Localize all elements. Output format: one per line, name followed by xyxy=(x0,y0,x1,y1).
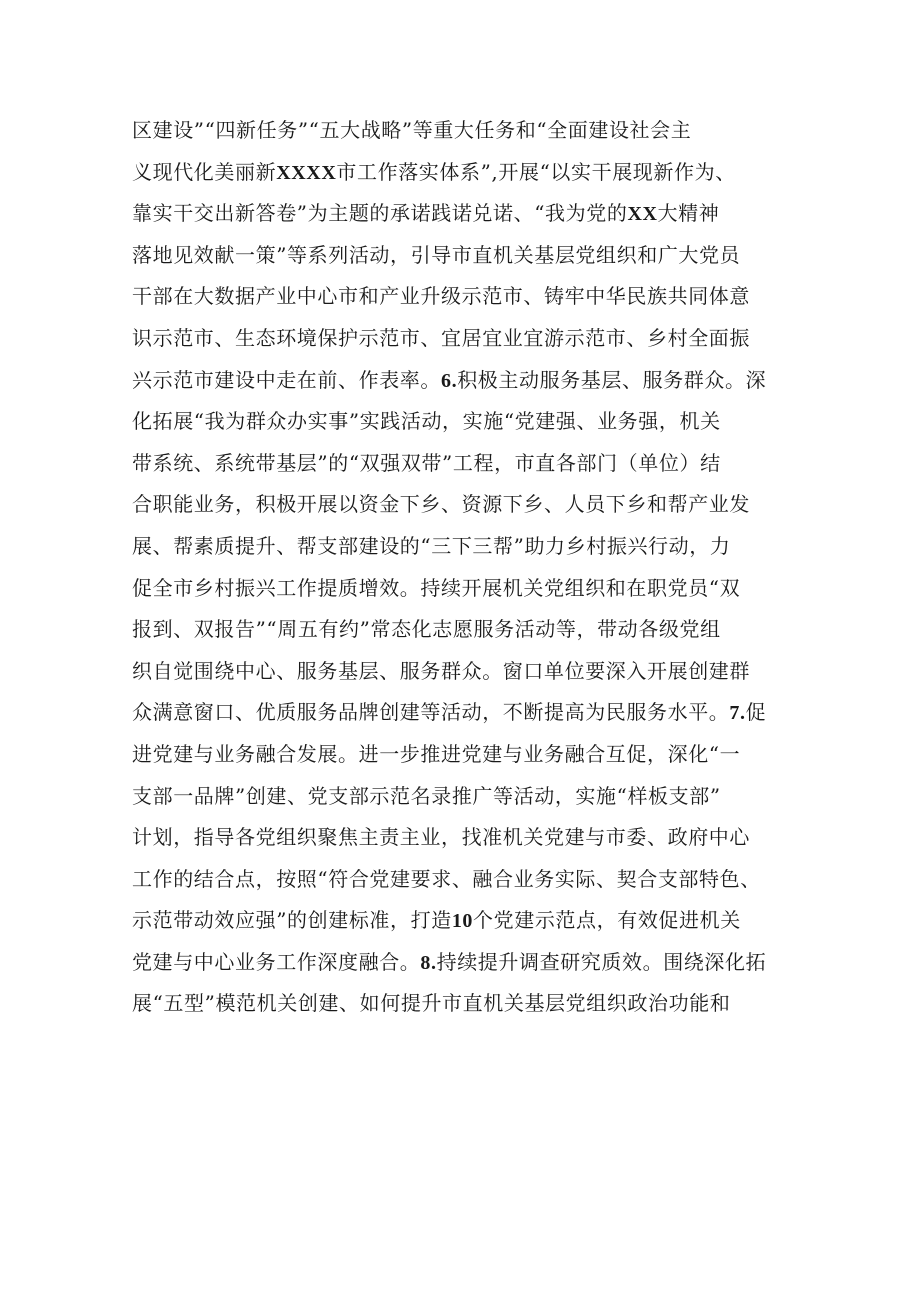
text-line: 落地见效献一策”等系列活动，引导市直机关基层党组织和广大党员 xyxy=(132,242,741,267)
text-line: 化拓展“我为群众办实事”实践活动，实施“党建强、业务强，机关 xyxy=(132,409,721,434)
body-paragraph xyxy=(132,110,792,1025)
text-line: 织自觉围绕中心、服务基层、服务群众。窗口单位要深入开展创建群 xyxy=(132,658,750,683)
text-line: 合职能业务，积极开展以资金下乡、资源下乡、人员下乡和帮产业发 xyxy=(132,492,750,517)
text-line: 支部一品牌”创建、党支部示范名录推广等活动，实施“样板支部” xyxy=(132,783,721,808)
text-line: 识示范市、生态环境保护示范市、宜居宜业宜游示范市、乡村全面振 xyxy=(132,325,750,350)
text-line: 促全市乡村振兴工作提质增效。持续开展机关党组织和在职党员“双 xyxy=(132,575,741,600)
text-line: 计划，指导各党组织聚焦主责主业，找准机关党建与市委、政府中心 xyxy=(132,825,750,850)
text-line: 区建设”“四新任务”“五大战略”等重大任务和“全面建设社会主 xyxy=(132,118,692,142)
text-line: 党建与中心业务工作深度融合。8.持续提升调查研究质效。围绕深化拓 xyxy=(132,949,767,974)
text-line: 兴示范市建设中走在前、作表率。6.积极主动服务基层、服务群众。深 xyxy=(132,367,767,392)
text-line: 报到、双报告”“周五有约”常态化志愿服务活动等，带动各级党组 xyxy=(132,617,721,642)
text-line: 义现代化美丽新XXXX市工作落实体系”,开展“以实干展现新作为、 xyxy=(132,159,736,184)
text-line: 进党建与业务融合发展。进一步推进党建与业务融合互促，深化“一 xyxy=(132,741,741,766)
text-line: 众满意窗口、优质服务品牌创建等活动，不断提高为民服务水平。7.促 xyxy=(132,700,767,725)
text-line: 靠实干交出新答卷”为主题的承诺践诺兑诺、“我为党的XX大精神 xyxy=(132,201,720,226)
text-line: 带系统、系统带基层”的“双强双带”工程，市直各部门（单位）结 xyxy=(132,450,721,475)
text-line: 干部在大数据产业中心市和产业升级示范市、铸牢中华民族共同体意 xyxy=(132,284,750,309)
text-line: 工作的结合点，按照“符合党建要求、融合业务实际、契合支部特色、 xyxy=(132,866,761,891)
text-line: 示范带动效应强”的创建标准，打造10个党建示范点，有效促进机关 xyxy=(132,908,741,933)
text-line: 展“五型”模范机关创建、如何提升市直机关基层党组织政治功能和 xyxy=(132,991,731,1016)
text-line: 展、帮素质提升、帮支部建设的“三下三帮”助力乡村振兴行动，力 xyxy=(132,533,731,558)
